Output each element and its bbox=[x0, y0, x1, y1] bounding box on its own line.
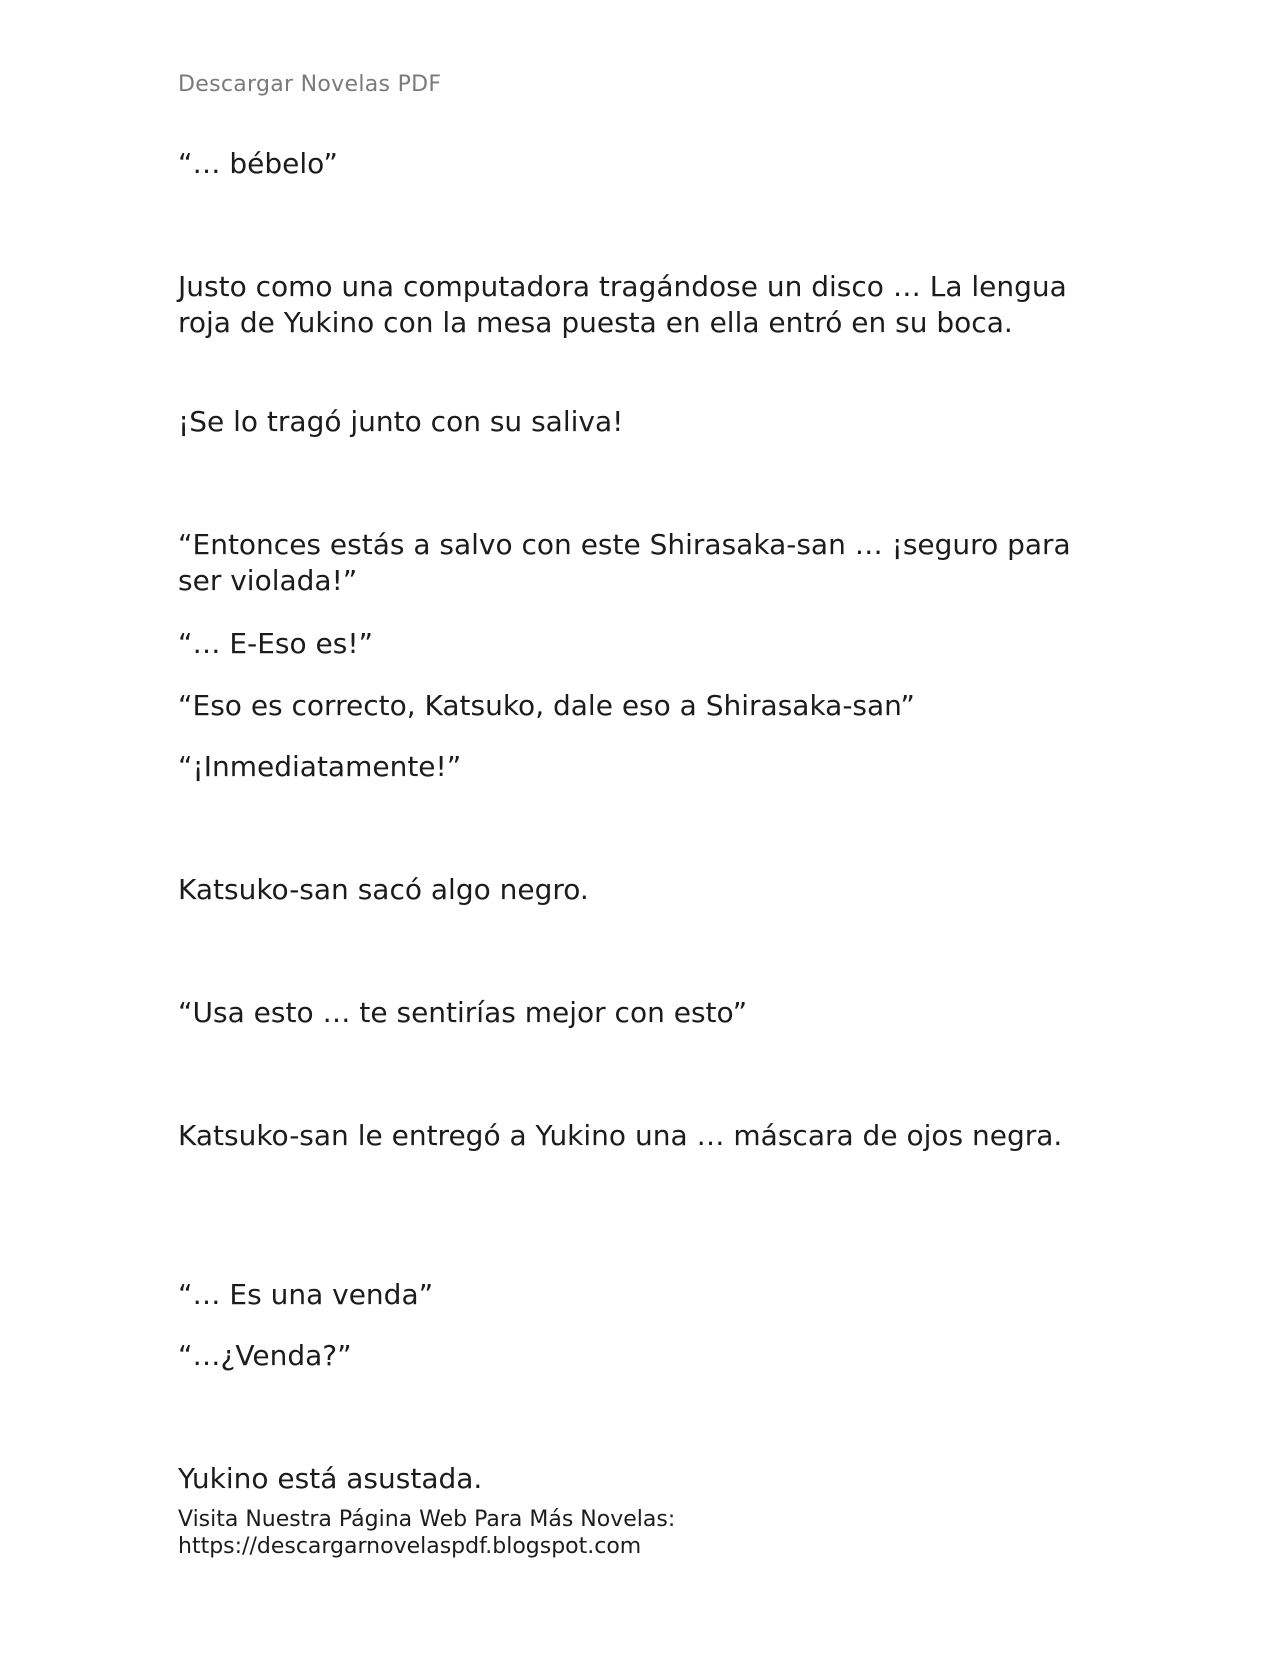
footer-promo bbox=[178, 1506, 675, 1560]
paragraph: Yukino está asustada. bbox=[178, 1462, 483, 1495]
footer-promo-url[interactable]: https://descargarnovelaspdf.blogspot.com bbox=[178, 1534, 642, 1559]
paragraph: Justo como una computadora tragándose un disco … La lengua roja de Yukino con la mesa puesta en ella entró en su boca. bbox=[178, 270, 1067, 339]
paragraph: “… Es una venda” bbox=[178, 1278, 434, 1311]
paragraph: “… bébelo” bbox=[178, 147, 338, 180]
paragraph: “Usa esto … te sentirías mejor con esto” bbox=[178, 996, 748, 1029]
paragraph: Katsuko-san sacó algo negro. bbox=[178, 873, 589, 906]
paragraph: Katsuko-san le entregó a Yukino una … máscara de ojos negra. bbox=[178, 1119, 1063, 1152]
paragraph: “Entonces estás a salvo con este Shirasaka-san … ¡seguro para ser violada!” bbox=[178, 528, 1071, 597]
paragraph: “…¿Venda?” bbox=[178, 1339, 352, 1372]
paragraph: “… E-Eso es!” bbox=[178, 627, 374, 660]
site-header-label: Descargar Novelas PDF bbox=[178, 72, 442, 97]
paragraph: ¡Se lo tragó junto con su saliva! bbox=[178, 405, 624, 438]
paragraph: “Eso es correcto, Katsuko, dale eso a Shirasaka-san” bbox=[178, 689, 915, 722]
paragraph: “¡Inmediatamente!” bbox=[178, 750, 462, 783]
footer-promo-text: Visita Nuestra Página Web Para Más Novelas: bbox=[178, 1507, 676, 1532]
